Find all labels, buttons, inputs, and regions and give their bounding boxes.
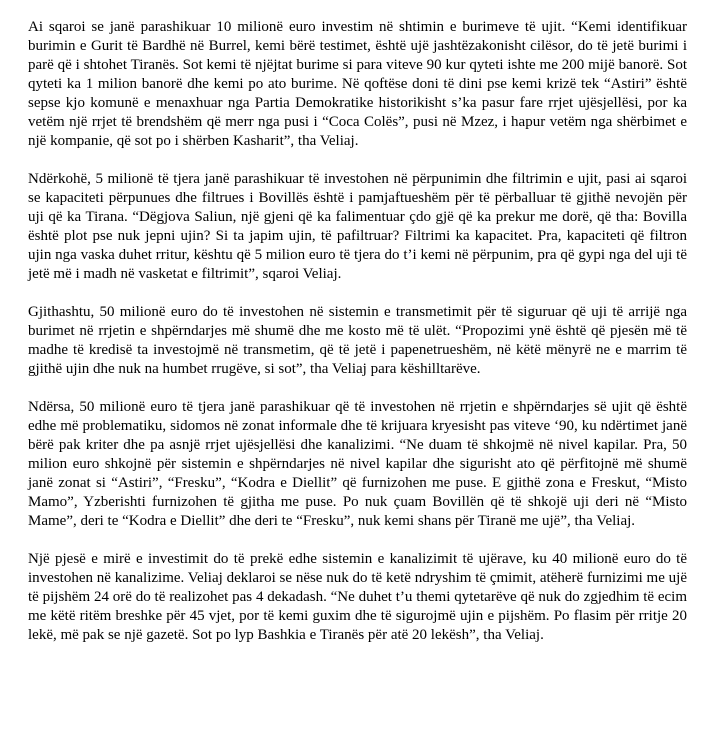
paragraph-filtering-investment: Ndërkohë, 5 milionë të tjera janë parashikuar të investohen në përpunimin dhe filtrimin e ujit, pasi ai sqaroi se kapaciteti përpunues dhe filtrues i Bovillës është i pamjaftueshëm për të përballuar të gjithë nevojën për uji që ka Tirana. “Dëgjova Saliun, një gjeni që ka falimentuar çdo gjë që ka prekur me dorë, që tha: Bovilla është plot pse nuk jepni ujin? Si ta japim ujin, të pafiltruar? Filtrimi ka kapacitet. Pra, kapaciteti që filtron ujin nga vaska duhet rritur, kështu që 5 milion euro të tjera do t’i kemi në përpunim, pra që gypi nga del uji të jetë më i madh në vasketat e filtrimit”, sqaroi Veliaj. [28, 171, 687, 282]
paragraph-investment-sources: Ai sqaroi se janë parashikuar 10 milionë euro investim në shtimin e burimeve të ujit. “Kemi identifikuar burimin e Gurit të Bardhë në Burrel, kemi bërë testimet, është ujë jashtëzakonisht cilësor, do të jetë burimi i parë që i shtohet Tiranës. Sot kemi të njëjtat burime si para viteve 90 kur qyteti ishte me 200 mijë banorë. Sot qyteti ka 1 milion banorë dhe kemi po ato burime. Në qoftëse doni të dini pse kemi krizë tek “Astiri” është sepse kjo komunë e menaxhuar nga Partia Demokratike historikisht s’ka pasur fare rrjet ujësjellësi, por ka vetëm një rrjet të brendshëm që merr nga pusi i “Coca Colës”, pusi në Mzez, i hapur vetëm nga shërbimet e një kompanie, që sot po i shërben Kasharit”, tha Veliaj. [28, 19, 687, 149]
paragraph-distribution-network: Ndërsa, 50 milionë euro të tjera janë parashikuar që të investohen në rrjetin e shpërndarjes së ujit që është edhe më problematiku, sidomos në zonat informale dhe të krijuara kryesisht pas viteve ‘90, ku ndërtimet janë bërë pak kriter dhe pa asnjë rrjet ujësjellësi dhe kanalizimi. “Ne duam të shkojmë në nivel kapilar. Pra, 50 milion euro shkojnë për sistemin e shpërndarjes në nivel kapilar dhe sigurisht ato që përfitojnë më shumë janë zonat si “Astiri”, “Fresku”, “Kodra e Diellit” që furnizohen me puse. E gjithë zona e Freskut, “Misto Mamo”, Yzberishti furnizohen të gjitha me puse. Po nuk çuam Bovillën që të shkojë uji deri në “Misto Mame”, deri te “Kodra e Diellit” dhe deri te “Fresku”, nuk kemi shans për Tiranë me ujë”, tha Veliaj. [28, 399, 687, 529]
paragraph-transmission-investment: Gjithashtu, 50 milionë euro do të investohen në sistemin e transmetimit për të siguruar që uji të arrijë nga burimet në rrjetin e shpërndarjes më shumë dhe me kosto më të ulët. “Propozimi ynë është që pjesën më të madhe të kredisë ta investojmë në transmetim, që të jetë i papenetrueshëm, në këtë mënyrë ne e marrim të gjithë ujin dhe nuk na humbet rrugëve, si sot”, tha Veliaj para këshilltarëve. [28, 304, 687, 377]
paragraph-sewerage-investment: Një pjesë e mirë e investimit do të prekë edhe sistemin e kanalizimit të ujërave, ku 40 milionë euro do të investohen në kanalizime. Veliaj deklaroi se nëse nuk do të ketë ndryshim të çmimit, atëherë furnizimi me ujë të pijshëm 24 orë do të realizohet pas 4 dekadash. “Ne duhet t’u themi qytetarëve që nuk do zgjedhim të ecim me këtë ritëm breshke për 45 vjet, por të kemi guxim dhe të sigurojmë ujin e pijshëm. Po flasim për rritje 20 lekë, më pak se një gazetë. Sot po lyp Bashkia e Tiranës për atë 20 lekësh”, tha Veliaj. [28, 551, 687, 643]
